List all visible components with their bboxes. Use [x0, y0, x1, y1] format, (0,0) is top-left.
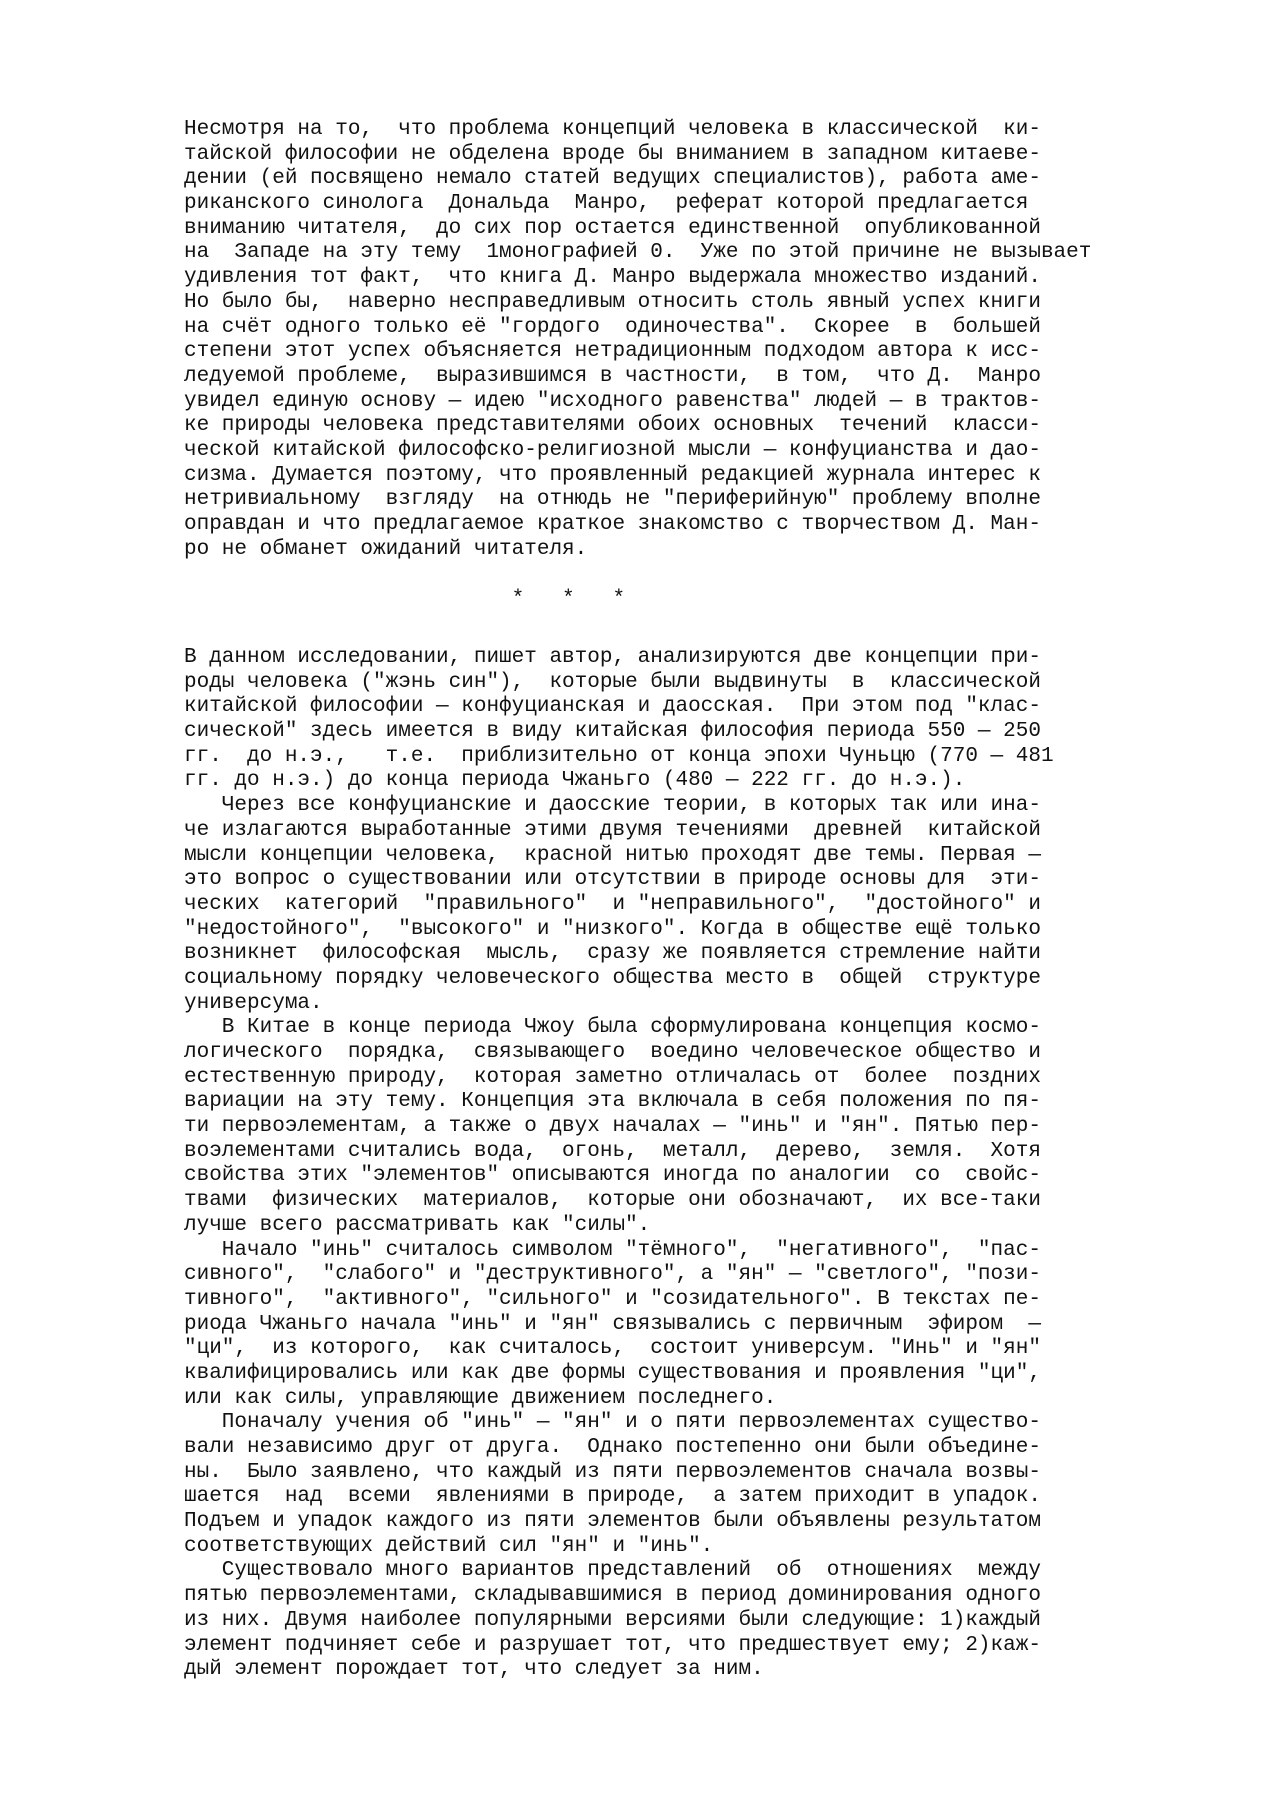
body-text-line: из них. Двумя наиболее популярными версиями были следующие: 1)каждый: [184, 1608, 1041, 1632]
body-text-line: лучше всего рассматривать как "силы".: [184, 1213, 651, 1237]
intro-text-line: риканского синолога Дональда Манро, реферат которой предлагается: [184, 192, 1029, 216]
intro-text-line: ро не обманет ожиданий читателя.: [184, 537, 588, 561]
body-text-line: "недостойного", "высокого" и "низкого". Когда в обществе ещё только: [184, 917, 1041, 941]
intro-text-line: степени этот успех объясняется нетрадиционным подходом автора к исс-: [184, 340, 1041, 364]
body-text-line: дый элемент порождает тот, что следует за ним.: [184, 1658, 764, 1682]
body-text-line: социальному порядку человеческого общества место в общей структуре: [184, 966, 1041, 990]
body-text-line: риода Чжаньго начала "инь" и "ян" связывались с первичным эфиром —: [184, 1312, 1041, 1336]
body-text-line: сической" здесь имеется в виду китайская философия периода 550 — 250: [184, 720, 1041, 744]
body-text-line: вариации на эту тему. Концепция эта включала в себя положения по пя-: [184, 1090, 1041, 1114]
body-text-line: элемент подчиняет себе и разрушает тот, что предшествует ему; 2)каж-: [184, 1633, 1041, 1657]
intro-text-line: удивления тот факт, что книга Д. Манро выдержала множество изданий.: [184, 266, 1041, 290]
body-text-line: Через все конфуцианские и даосские теории, в которых так или ина-: [184, 794, 1041, 818]
body-text-line: тивного", "активного", "сильного" и "созидательного". В текстах пе-: [184, 1287, 1041, 1311]
intro-text-line: тайской философии не обделена вроде бы вниманием в западном китаеве-: [184, 142, 1041, 166]
intro-text-line: ке природы человека представителями обоих основных течений класси-: [184, 414, 1041, 438]
body-text-line: пятью первоэлементами, складывавшимися в период доминирования одного: [184, 1584, 1041, 1608]
intro-text-line: увидел единую основу — идею "исходного равенства" людей — в трактов-: [184, 389, 1041, 413]
intro-text-line: вниманию читателя, до сих пор остается единственной опубликованной: [184, 216, 1041, 240]
intro-text-line: Но было бы, наверно несправедливым относить столь явный успех книги: [184, 290, 1041, 314]
intro-text-line: Несмотря на то, что проблема концепций человека в классической ки-: [184, 118, 1041, 141]
section-separator: * * *: [184, 588, 626, 611]
body-text-line: Начало "инь" считалось символом "тёмного", "негативного", "пас-: [184, 1238, 1041, 1262]
body-text-line: мысли концепции человека, красной нитью проходят две темы. Первая —: [184, 843, 1041, 867]
body-text-line: это вопрос о существовании или отсутствии в природе основы для эти-: [184, 868, 1041, 892]
intro-text-line: дении (ей посвящено немало статей ведущих специалистов), работа аме-: [184, 167, 1041, 191]
intro-paragraph: [184, 118, 1244, 562]
body-text-line: твами физических материалов, которые они обозначают, их все-таки: [184, 1189, 1041, 1213]
body-text-line: ческих категорий "правильного" и "неправильного", "достойного" и: [184, 892, 1041, 916]
intro-text-line: оправдан и что предлагаемое краткое знакомство с творчеством Д. Ман-: [184, 513, 1041, 536]
intro-text-line: сизма. Думается поэтому, что проявленный редакцией журнала интерес к: [184, 463, 1041, 487]
body-text-line: китайской философии — конфуцианская и даосская. При этом под "клас-: [184, 695, 1041, 719]
body-text-line: "ци", из которого, как считалось, состоит универсум. "Инь" и "ян": [184, 1337, 1041, 1361]
body-text-line: возникнет философская мысль, сразу же появляется стремление найти: [184, 942, 1041, 966]
body-text-line: Поначалу учения об "инь" — "ян" и о пяти первоэлементах существо-: [184, 1411, 1041, 1435]
body-text-line: естественную природу, которая заметно отличалась от более поздних: [184, 1065, 1041, 1089]
body-text-line: соответствующих действий сил "ян" и "инь".: [184, 1534, 714, 1558]
body-text-line: В Китае в конце периода Чжоу была сформулирована концепция космо-: [184, 1016, 1041, 1040]
body-text-line: универсума.: [184, 991, 323, 1015]
body-text-line: Существовало много вариантов представлений об отношениях между: [184, 1559, 1041, 1583]
body-text-line: роды человека ("жэнь син"), которые были выдвинуты в классической: [184, 670, 1041, 694]
body-text-line: ны. Было заявлено, что каждый из пяти первоэлементов сначала возвы-: [184, 1460, 1041, 1484]
body-text-line: вали независимо друг от друга. Однако постепенно они были объедине-: [184, 1436, 1041, 1459]
body-text-line: Подъем и упадок каждого из пяти элементов были объявлены результатом: [184, 1510, 1041, 1534]
body-text-line: логического порядка, связывающего воедино человеческое общество и: [184, 1041, 1041, 1064]
body-text-line: воэлементами считались вода, огонь, металл, дерево, земля. Хотя: [184, 1139, 1041, 1163]
body-text-line: че излагаются выработанные этими двумя течениями древней китайской: [184, 818, 1041, 842]
body-text-line: сивного", "слабого" и "деструктивного", а "ян" — "светлого", "пози-: [184, 1263, 1041, 1287]
intro-text-line: на счёт одного только её "гордого одиночества". Скорее в большей: [184, 315, 1041, 339]
intro-text-line: нетривиальному взгляду на отнюдь не "периферийную" проблему вполне: [184, 488, 1041, 512]
body-text-line: или как силы, управляющие движением последнего.: [184, 1386, 777, 1410]
intro-text-line: ледуемой проблеме, выразившимся в частности, в том, что Д. Манро: [184, 364, 1041, 388]
intro-text-line: ческой китайской философско-религиозной мысли — конфуцианства и дао-: [184, 438, 1041, 462]
body-text-line: ти первоэлементам, а также о двух началах — "инь" и "ян". Пятью пер-: [184, 1115, 1041, 1139]
body-text-line: свойства этих "элементов" описываются иногда по аналогии со свойс-: [184, 1164, 1041, 1188]
body-text-line: гг. до н.э., т.е. приблизительно от конца эпохи Чуньцю (770 — 481: [184, 744, 1054, 768]
intro-text-line: на Западе на эту тему 1монографией 0. Уже по этой причине не вызывает: [184, 241, 1092, 265]
body-text: [184, 646, 1244, 1683]
body-text-line: В данном исследовании, пишет автор, анализируются две концепции при-: [184, 646, 1041, 669]
body-text-line: квалифицировались или как две формы существования и проявления "ци",: [184, 1361, 1041, 1385]
body-text-line: гг. до н.э.) до конца периода Чжаньго (480 — 222 гг. до н.э.).: [184, 769, 966, 793]
body-text-line: шается над всеми явлениями в природе, а затем приходит в упадок.: [184, 1485, 1041, 1509]
